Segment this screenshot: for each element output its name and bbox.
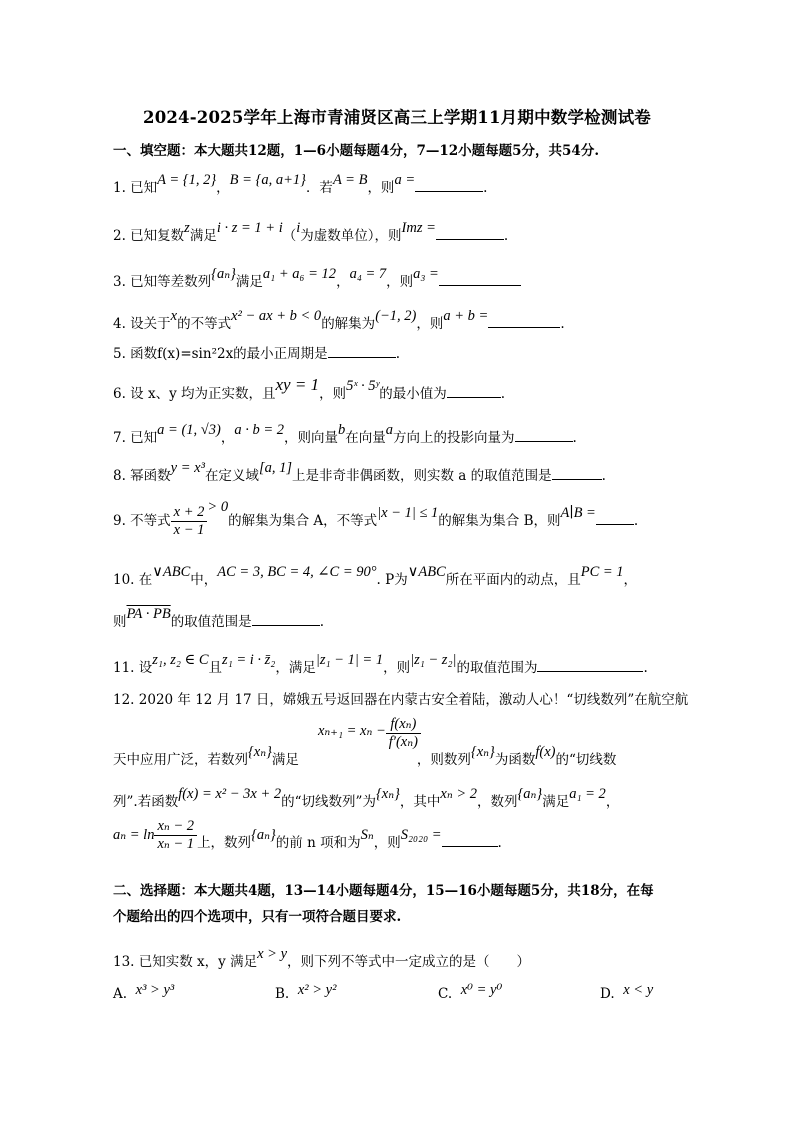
q3-answer-blank [439,271,521,286]
q7-sep: ， [220,430,235,446]
question-5 [113,342,703,362]
q12-a1: a₁ = 2 [569,786,606,802]
q1-answer-blank [415,177,483,192]
q12-text-8: ，其中 [399,794,441,810]
q11-relation: z₁ = i · z̄₂ [222,652,276,668]
q2-text: 2. 已知复数 [113,228,185,244]
q7-end: . [572,430,577,446]
q12-answer-label: S₂₀₂₀ = [400,827,442,843]
q5-end: . [395,346,400,362]
q1-set-b: B = {a, a+1} [229,172,306,188]
question-10 [113,564,703,589]
q10-text-4: 所在平面内的动点，且 [445,572,581,588]
q8-text: 8. 幂函数 [113,468,171,484]
q8-text-3: 上是非奇非偶函数，则实数 a 的取值范围是 [291,468,552,484]
q10-answer-blank [252,611,320,626]
q8-domain: [a, 1] [258,460,292,476]
q12-formula-left: xₙ₊₁ = xₙ − [318,723,386,739]
q12-formula-fraction [386,716,421,751]
q12-seq-x-2: {xₙ} [470,744,495,760]
q2-equation: i · z = 1 + i [216,220,283,236]
question-2 [113,220,703,245]
q1-condition: A = B [332,172,368,188]
q12-text-6: 列”.若函数 [113,794,179,810]
q9-fraction [171,504,208,539]
option-a-expr: x³ > y³ [135,982,175,998]
q3-text-2: 满足 [235,274,263,290]
q12-log-numerator: xₙ − 2 [154,818,197,836]
q11-answer-blank [537,657,643,672]
q4-interval: (−1, 2) [375,308,417,324]
q12-formula-denominator: f′(xₙ) [388,734,418,750]
q11-text-2: 且 [208,660,223,676]
q2-answer-blank [436,225,504,240]
q3-text-3: ，则 [386,274,414,290]
q12-text-3: ，则数列 [416,752,471,768]
option-b[interactable] [275,982,337,1003]
question-1 [113,172,703,197]
q12-log-denominator: xₙ − 1 [157,836,195,852]
q10-text-5: ， [623,572,638,588]
q1-sep: ， [216,180,230,196]
q11-modulus: |z₁ − 1| = 1 [315,652,384,668]
q12-text-7: 的“切线数列”为 [281,794,376,810]
option-c[interactable] [438,982,503,1003]
q4-text-2: 的不等式 [177,316,232,332]
question-12-line-1: 12. 2020 年 12 月 17 日，嫦娥五号返回器在内蒙古安全着陆，激动人心！“切线数列”在航空航 [113,692,689,708]
q6-text-3: 的最小值为 [379,386,447,402]
q4-end: . [560,316,565,332]
q11-text-5: 的取值范围为 [456,660,538,676]
q7-dot-product: a · b = 2 [234,422,284,438]
q12-answer-blank [442,832,498,847]
q11-end: . [643,660,648,676]
q10-triangle-2: ∨ABC [407,564,446,580]
q2-answer-label: Imz = [401,220,436,236]
q12-seq-x-3: {xₙ} [375,786,400,802]
q10-pc: PC = 1 [580,564,624,580]
q5-text: 5. 函数f(x)=sin²2x的最小正周期是 [113,346,328,362]
section-1-heading: 一、填空题：本大题共12题，1—6小题每题4分，7—12小题每题5分，共54分. [113,143,600,159]
q1-text-2: ．若 [305,180,333,196]
question-6 [113,375,703,403]
q10-text-3: . P为 [376,572,408,588]
q8-function: y = x³ [170,460,205,476]
q12-seq-x: {xₙ} [248,744,272,760]
q10-text: 10. 在 [113,572,153,588]
option-c-expr: x⁰ = y⁰ [460,982,503,998]
question-4 [113,308,703,333]
q9-text: 9. 不等式 [113,513,171,529]
page-title: 2024-2025学年上海市青浦贤区高三上学期11月期中数学检测试卷 [143,108,651,127]
q7-text-4: 方向上的投影向量为 [393,430,515,446]
q7-text-2: ，则向量 [284,430,338,446]
q9-gt: > 0 [207,499,229,515]
q1-end: . [483,180,488,196]
q12-function: f(x) [535,744,556,760]
question-3 [113,266,703,291]
q12-text-13: 的前 n 项和为 [275,835,361,851]
q10-text-2: 中， [190,572,218,588]
q12-text-5: 的“切线数 [555,752,617,768]
q7-answer-blank [515,427,573,442]
q2-end: . [503,228,509,244]
question-8 [113,460,703,485]
question-12-line-2 [113,744,703,769]
q9-answer-label: A∣B = [560,505,596,521]
q10-triangle: ∨ABC [152,564,191,580]
q11-text: 11. 设 [113,660,153,676]
q4-text-3: 的解集为 [321,316,376,332]
option-a-label: A. [113,986,128,1002]
q10-dot-product: PA · PB [126,606,171,622]
q12-text-11: ， [605,794,620,810]
q3-sequence: {aₙ} [211,266,236,282]
q12-text-4: 为函数 [494,752,536,768]
q5-answer-blank [328,343,396,358]
q12-text-1: 天中应用广泛，若数列 [113,752,248,768]
option-c-label: C. [438,986,453,1002]
q1-set-a: A = {1, 2} [157,172,217,188]
q8-end: . [601,468,606,484]
q4-answer-blank [488,313,560,328]
q9-numerator: x + 2 [171,504,208,522]
q6-answer-blank [447,383,501,398]
q12-seq-a: {aₙ} [517,786,543,802]
q8-text-2: 在定义域 [204,468,259,484]
q13-text: 13. 已知实数 x，y 满足 [113,954,258,970]
q12-end: . [497,835,502,851]
q12-log-fraction [154,818,197,853]
q12-text-14: ，则 [373,835,401,851]
section-2-heading-line-2: 个题给出的四个选项中，只有一项符合题目要求. [113,909,402,925]
q9-answer-blank [596,510,634,525]
q8-answer-blank [552,465,602,480]
q1-text: 1. 已知 [113,180,158,196]
q13-text-2: ，则下列不等式中一定成立的是（ ） [287,954,530,970]
q3-text: 3. 已知等差数列 [113,274,212,290]
question-13 [113,946,703,971]
q13-condition: x > y [257,946,287,962]
q12-text-12: 上，数列 [197,835,252,851]
q2-text-3: （ [282,228,297,244]
q12-text-9: ，数列 [477,794,518,810]
q12-text-10: 满足 [542,794,570,810]
question-7 [113,422,703,447]
q4-var-x: x [170,308,178,324]
q9-abs-inequality: |x − 1| ≤ 1 [377,505,439,521]
option-d[interactable] [600,982,654,1003]
q6-end: . [500,386,506,402]
q3-answer-label: a₃ = [413,266,439,282]
question-9 [113,499,703,539]
q10-conditions: AC = 3, BC = 4, ∠C = 90° [217,564,377,580]
q6-expression: 5ˣ · 5ʸ [346,378,380,394]
option-d-expr: x < y [623,982,654,998]
q9-text-2: 的解集为集合 A，不等式 [228,513,378,529]
q7-text: 7. 已知 [113,430,158,446]
q12-an-def: aₙ = ln [113,827,155,843]
q7-vector-a-2: a [385,422,393,438]
option-b-expr: x² > y² [297,982,337,998]
q2-var-i: i [296,220,301,236]
q12-formula [318,716,794,751]
q12-formula-numerator: f(xₙ) [386,716,421,734]
q10-text-7: 的取值范围是 [170,614,252,630]
q12-text-2: 满足 [271,752,299,768]
q7-vector-a: a = (1, √3) [157,422,221,438]
q4-text-4: ，则 [416,316,444,332]
question-12-line-3 [113,786,703,811]
q11-text-3: ，满足 [275,660,316,676]
q12-condition: xₙ > 2 [440,786,477,802]
q9-end: . [633,513,639,529]
q2-text-2: 满足 [189,228,217,244]
q11-complex: z₁, z₂ ∈ C [152,652,209,668]
q6-text-2: ，则 [319,386,347,402]
q7-text-3: 在向量 [345,430,386,446]
q9-text-3: 的解集为集合 B，则 [438,513,561,529]
q9-denominator: x − 1 [173,522,205,538]
q3-sep: ， [336,274,350,290]
q6-condition: xy = 1 [275,375,320,394]
section-2-heading-line-1: 二、选择题：本大题共4题，13—14小题每题4分，15—16小题每题5分，共18分，在每 [113,883,654,899]
q11-target: |z₁ − z₂| [410,652,457,668]
q1-text-3: ，则 [367,180,395,196]
option-b-label: B. [275,986,290,1002]
question-11 [113,652,703,677]
q7-vector-b: b [338,422,346,438]
option-d-label: D. [600,986,615,1002]
q4-answer-label: a + b = [443,308,489,324]
q10-text-6: 则 [113,614,127,630]
q12-sn: Sₙ [360,827,374,843]
q4-text: 4. 设关于 [113,316,171,332]
q11-text-4: ，则 [383,660,411,676]
q2-var-z: z [184,220,190,236]
q6-text: 6. 设 x、y 均为正实数，且 [113,386,276,402]
option-a[interactable] [113,982,175,1003]
q2-text-4: 为虚数单位），则 [300,228,402,244]
q1-answer-label: a = [394,172,416,188]
q4-inequality: x² − ax + b < 0 [231,308,322,324]
q10-end: . [319,614,324,630]
question-12-line-4 [113,818,703,861]
q3-condition-1: a₁ + a₆ = 12 [262,266,337,282]
question-10-line-2 [113,606,703,631]
q12-seq-a-2: {aₙ} [251,827,276,843]
q12-function-def: f(x) = x² − 3x + 2 [178,786,282,802]
q3-condition-2: a₄ = 7 [349,266,387,282]
